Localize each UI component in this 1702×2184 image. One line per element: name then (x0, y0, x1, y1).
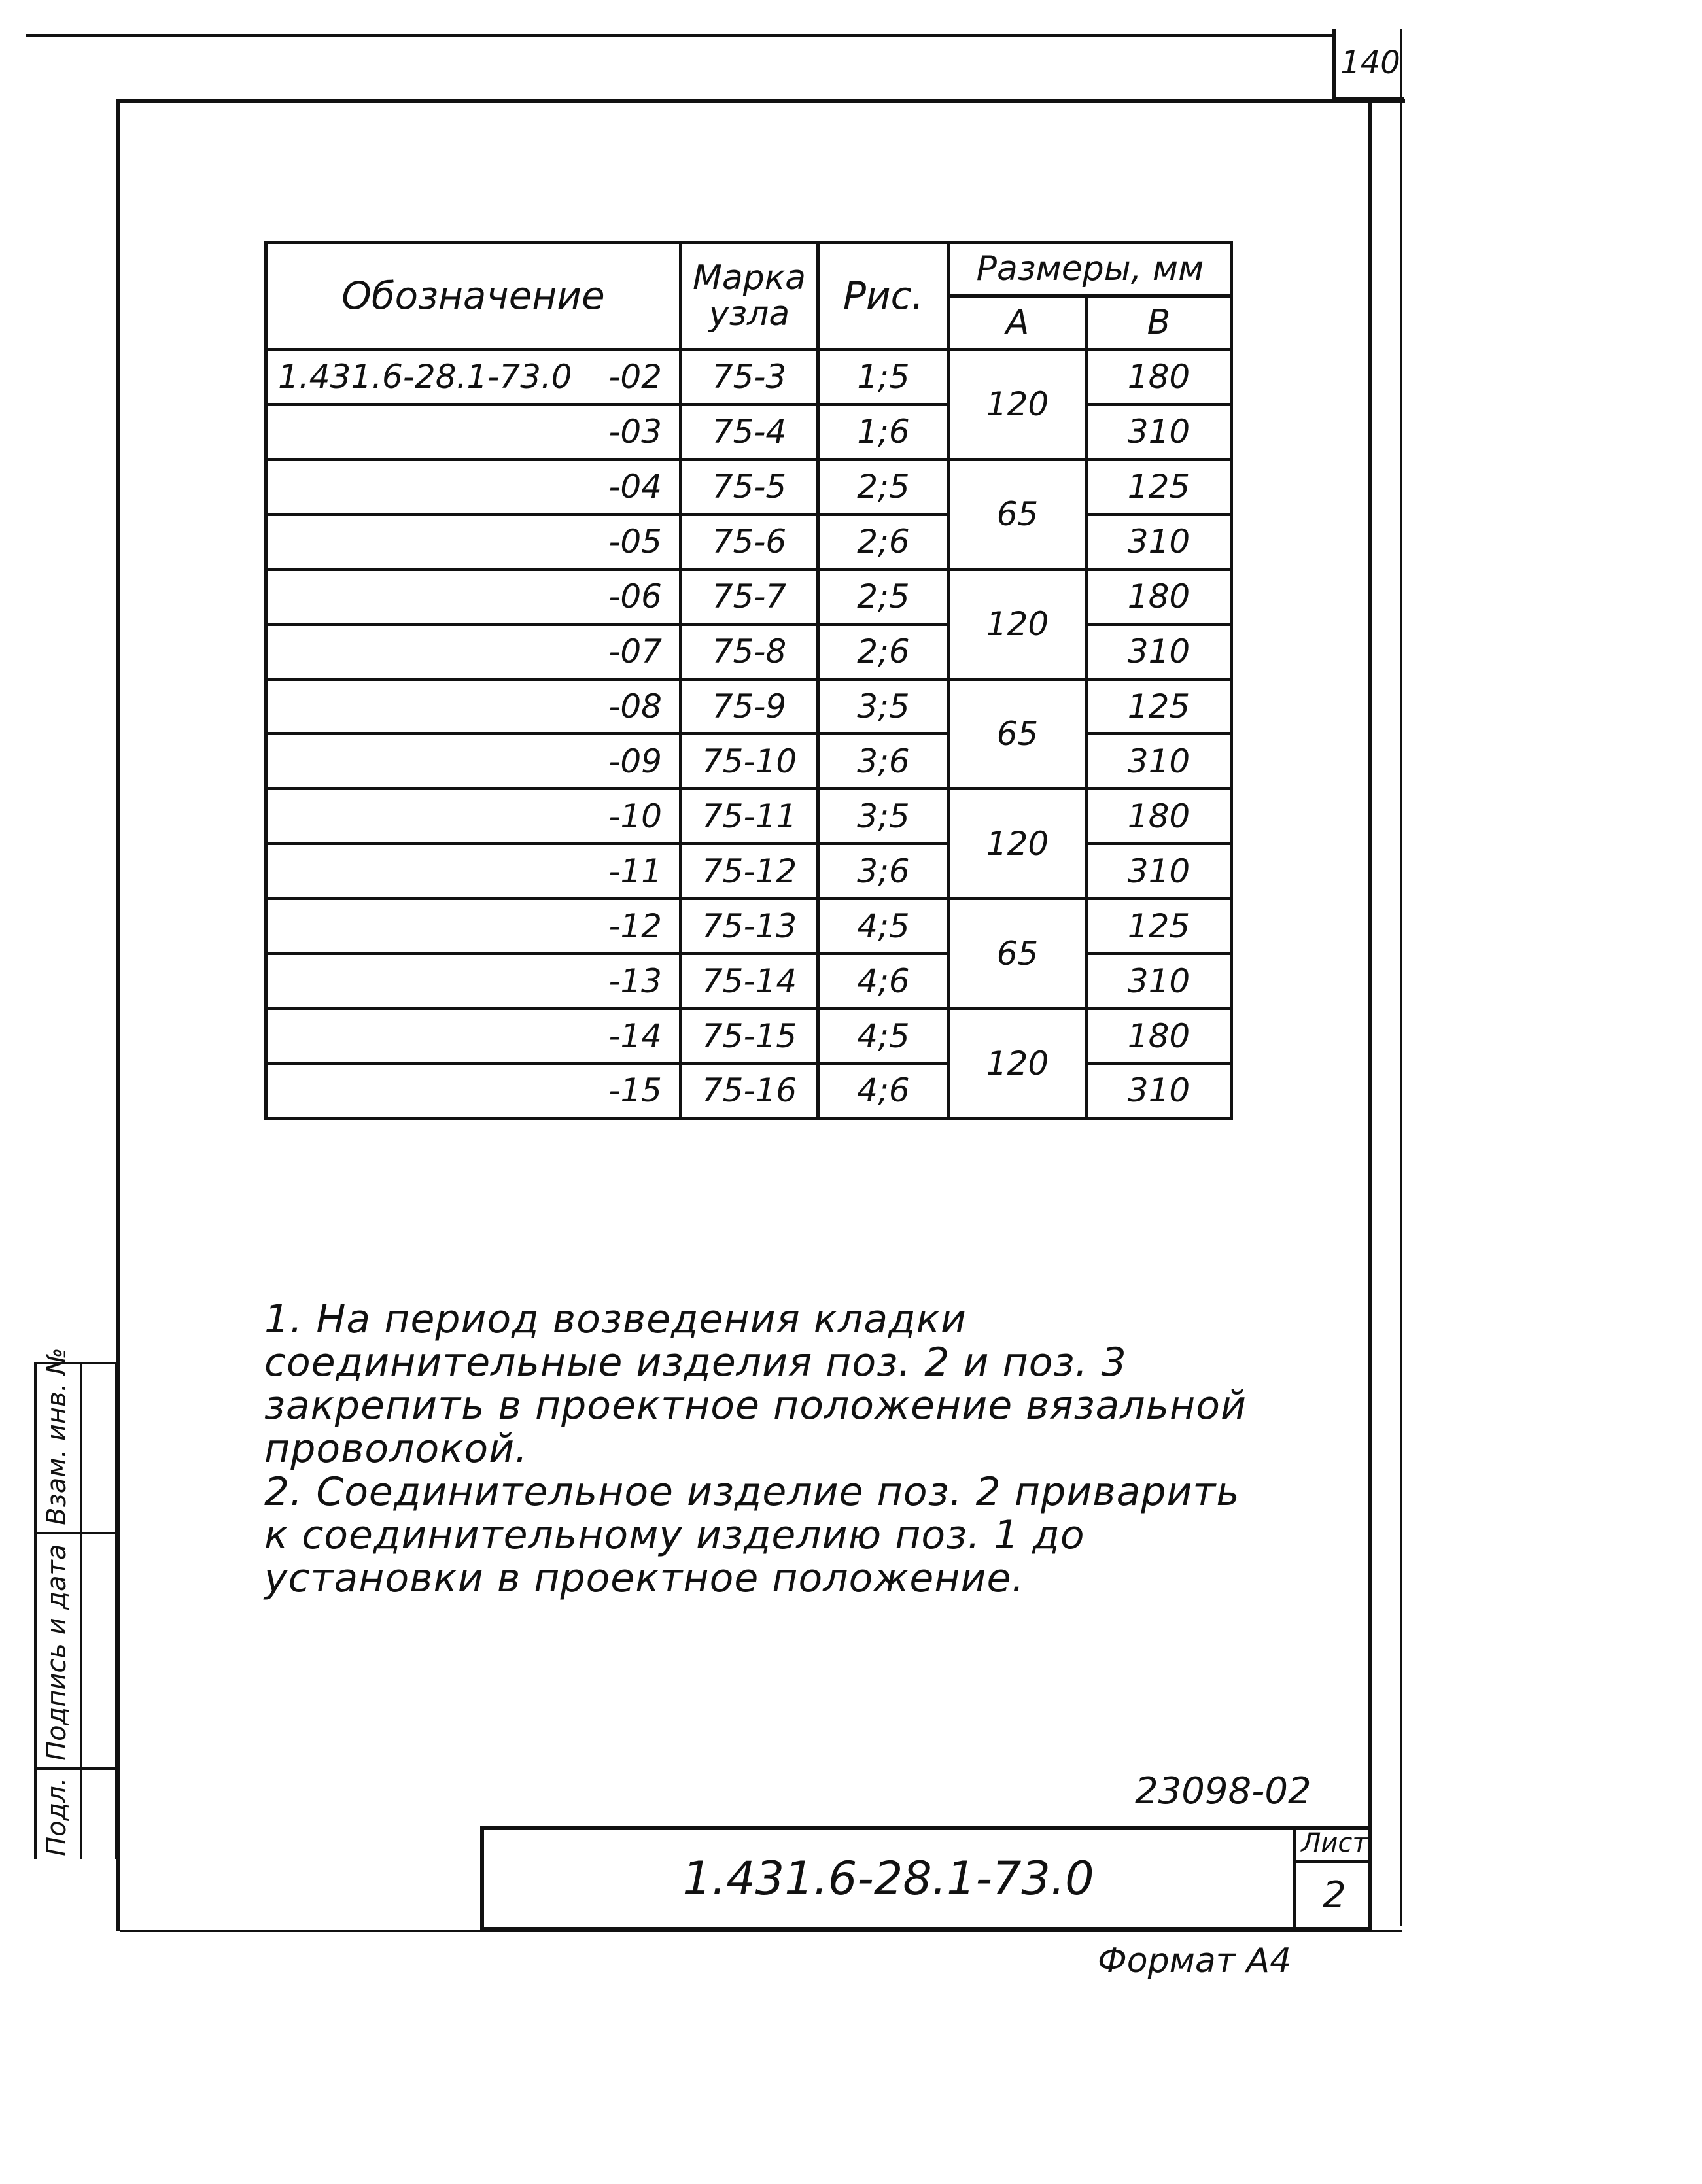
cell-dim-b: 180 (1086, 1009, 1232, 1064)
cell-designation (266, 844, 681, 899)
cell-node-mark: 75-12 (681, 844, 818, 899)
cell-figure: 4;5 (818, 899, 949, 954)
cell-dim-b: 310 (1086, 844, 1232, 899)
cell-dim-a: 120 (949, 789, 1086, 899)
cell-figure: 4;6 (818, 954, 949, 1009)
designation-suffix: -11 (608, 852, 662, 890)
designation-prefix: 1.431.6-28.1-73.0 (278, 358, 572, 396)
cell-designation (266, 679, 681, 734)
page-number-box (1332, 29, 1404, 101)
document-code: 1.431.6-28.1-73.0 (682, 1852, 1094, 1905)
cell-dim-b: 310 (1086, 624, 1232, 679)
header-node-mark: Марка узла (681, 243, 818, 350)
cell-designation (266, 789, 681, 844)
cell-node-mark: 75-8 (681, 624, 818, 679)
cell-figure: 1;6 (818, 404, 949, 459)
notes (264, 1298, 1272, 1600)
cell-designation (266, 954, 681, 1009)
cell-designation (266, 404, 681, 459)
cell-dim-b: 310 (1086, 404, 1232, 459)
cell-designation (266, 624, 681, 679)
page-number: 140 (1340, 44, 1400, 81)
cell-designation (266, 514, 681, 569)
sheet-cell (1293, 1826, 1372, 1927)
table-row (266, 459, 1232, 514)
table-row (266, 734, 1232, 789)
cell-figure: 4;5 (818, 1009, 949, 1064)
cell-dim-b: 180 (1086, 350, 1232, 405)
table-row (266, 569, 1232, 624)
cell-node-mark: 75-10 (681, 734, 818, 789)
cell-figure: 2;5 (818, 459, 949, 514)
side-inv-no: Взам. инв. № (42, 1347, 72, 1525)
cell-dim-b: 310 (1086, 954, 1232, 1009)
designation-suffix: -06 (608, 578, 662, 616)
cell-designation (266, 1009, 681, 1064)
cell-node-mark: 75-4 (681, 404, 818, 459)
cell-dim-b: 125 (1086, 899, 1232, 954)
designation-suffix: -10 (608, 797, 662, 835)
cell-figure: 3;6 (818, 734, 949, 789)
designation-suffix: -03 (608, 413, 662, 451)
header-dim-a: А (949, 296, 1086, 350)
table-row (266, 899, 1232, 954)
cell-figure: 3;5 (818, 789, 949, 844)
cell-designation (266, 1063, 681, 1118)
cell-figure: 2;6 (818, 514, 949, 569)
cell-designation (266, 899, 681, 954)
cell-designation (266, 350, 681, 405)
cell-node-mark: 75-7 (681, 569, 818, 624)
table-row (266, 404, 1232, 459)
header-designation: Обозначение (266, 243, 681, 350)
cell-node-mark: 75-6 (681, 514, 818, 569)
designation-suffix: -15 (608, 1071, 662, 1110)
designation-suffix: -04 (608, 468, 662, 506)
designation-suffix: -09 (608, 742, 662, 780)
header-dimensions: Размеры, мм (949, 243, 1232, 296)
table-row (266, 350, 1232, 405)
specification-table (264, 241, 1233, 1120)
cell-figure: 2;5 (818, 569, 949, 624)
cell-node-mark: 75-5 (681, 459, 818, 514)
designation-suffix: -08 (608, 687, 662, 725)
cell-figure: 1;5 (818, 350, 949, 405)
cell-figure: 4;6 (818, 1063, 949, 1118)
cell-node-mark: 75-11 (681, 789, 818, 844)
designation-suffix: -02 (608, 358, 662, 396)
side-original: Подл. (42, 1777, 72, 1856)
cell-figure: 3;6 (818, 844, 949, 899)
note-2: 2. Соединительное изделие поз. 2 приварить к соединительному изделию поз. 1 до установки в проектное положение. (264, 1469, 1240, 1601)
designation-suffix: -05 (608, 523, 662, 561)
sheet-label: Лист (1296, 1826, 1372, 1863)
note-1: 1. На период возведения кладки соединительные изделия поз. 2 и поз. 3 закрепить в проектное положение вязальной проволокой. (264, 1296, 1247, 1472)
table-row (266, 844, 1232, 899)
cell-dim-b: 180 (1086, 789, 1232, 844)
cell-dim-a: 120 (949, 350, 1086, 460)
table-body (266, 350, 1232, 1118)
top-border-line (26, 34, 1334, 37)
cell-designation (266, 459, 681, 514)
designation-suffix: -07 (608, 633, 662, 671)
designation-suffix: -12 (608, 907, 662, 945)
designation-suffix: -14 (608, 1016, 662, 1055)
header-dim-b: В (1086, 296, 1232, 350)
frame-right-line (1368, 99, 1372, 1931)
cell-figure: 3;5 (818, 679, 949, 734)
cell-node-mark: 75-3 (681, 350, 818, 405)
cell-dim-a: 120 (949, 569, 1086, 679)
side-stamp (34, 1347, 118, 1859)
title-block (480, 1826, 1372, 1931)
frame-top-line (116, 99, 1405, 103)
cell-node-mark: 75-14 (681, 954, 818, 1009)
archive-number: 23098-02 (1135, 1770, 1311, 1812)
sheet-number: 2 (1323, 1873, 1346, 1916)
cell-dim-b: 310 (1086, 514, 1232, 569)
cell-dim-b: 310 (1086, 1063, 1232, 1118)
designation-suffix: -13 (608, 962, 662, 1000)
cell-dim-a: 65 (949, 899, 1086, 1009)
cell-dim-b: 180 (1086, 569, 1232, 624)
cell-designation (266, 569, 681, 624)
cell-dim-b: 310 (1086, 734, 1232, 789)
cell-figure: 2;6 (818, 624, 949, 679)
cell-dim-b: 125 (1086, 679, 1232, 734)
form-label: Формат А4 (1098, 1941, 1292, 1981)
table-row (266, 514, 1232, 569)
table-row (266, 1009, 1232, 1064)
cell-dim-a: 65 (949, 679, 1086, 789)
header-figure: Рис. (818, 243, 949, 350)
cell-dim-a: 120 (949, 1009, 1086, 1118)
cell-node-mark: 75-15 (681, 1009, 818, 1064)
side-signature-date: Подпись и дата (42, 1544, 72, 1761)
cell-dim-b: 125 (1086, 459, 1232, 514)
table-row (266, 679, 1232, 734)
cell-node-mark: 75-13 (681, 899, 818, 954)
cell-node-mark: 75-9 (681, 679, 818, 734)
cell-designation (266, 734, 681, 789)
table-row (266, 789, 1232, 844)
cell-dim-a: 65 (949, 459, 1086, 569)
table-row (266, 954, 1232, 1009)
cell-node-mark: 75-16 (681, 1063, 818, 1118)
table-row (266, 1063, 1232, 1118)
frame-right-outer-line (1400, 29, 1402, 1926)
table-row (266, 624, 1232, 679)
